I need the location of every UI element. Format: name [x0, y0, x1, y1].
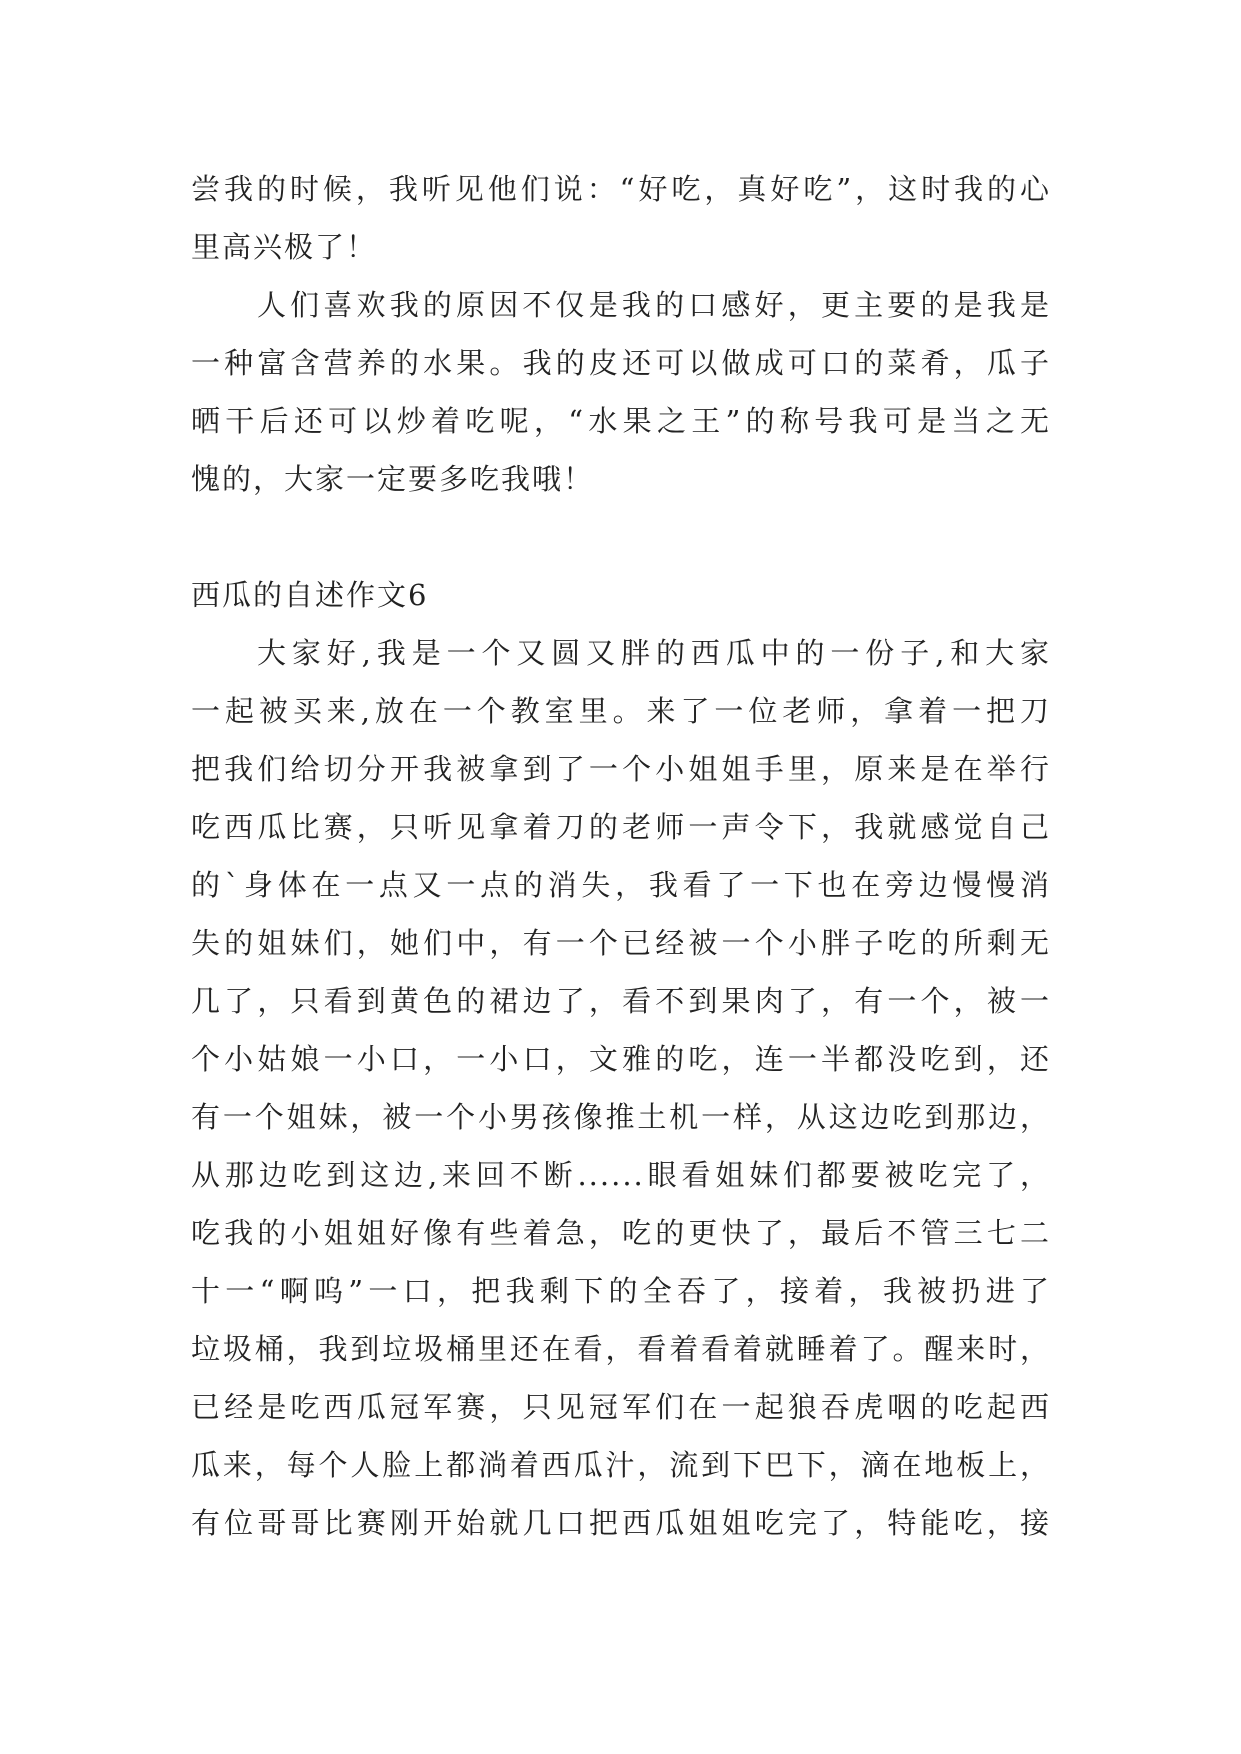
- text-line: 吃我的小姐姐好像有些着急，吃的更快了，最后不管三七二: [191, 1216, 1051, 1250]
- text-line: 大家好,我是一个又圆又胖的西瓜中的一份子,和大家: [257, 636, 1051, 670]
- text-line: 人们喜欢我的原因不仅是我的口感好，更主要的是我是: [257, 288, 1051, 322]
- text-line: 瓜来，每个人脸上都淌着西瓜汁，流到下巴下，滴在地板上，: [191, 1448, 1051, 1482]
- text-line: 十一“啊呜”一口，把我剩下的全吞了，接着，我被扔进了: [191, 1274, 1051, 1308]
- section-title: 西瓜的自述作文6: [191, 578, 429, 612]
- intro-paragraph: [191, 160, 1051, 276]
- text-line: 垃圾桶，我到垃圾桶里还在看，看着看着就睡着了。醒来时，: [191, 1332, 1051, 1366]
- text-line: 几了，只看到黄色的裙边了，看不到果肉了，有一个，被一: [191, 984, 1051, 1018]
- text-line: 尝我的时候，我听见他们说：“好吃，真好吃”，这时我的心: [191, 172, 1051, 206]
- essay-text: [191, 160, 1051, 1552]
- text-line: 愧的，大家一定要多吃我哦！: [191, 462, 595, 496]
- text-line: 吃西瓜比赛，只听见拿着刀的老师一声令下，我就感觉自己: [191, 810, 1051, 844]
- text-line: 个小姑娘一小口，一小口，文雅的吃，连一半都没吃到，还: [191, 1042, 1051, 1076]
- text-line: 晒干后还可以炒着吃呢，“水果之王”的称号我可是当之无: [191, 404, 1051, 438]
- text-line: 从那边吃到这边,来回不断......眼看姐妹们都要被吃完了，: [191, 1158, 1051, 1192]
- text-line: 一起被买来,放在一个教室里。来了一位老师，拿着一把刀: [191, 694, 1051, 728]
- text-line: 把我们给切分开我被拿到了一个小姐姐手里，原来是在举行: [191, 752, 1051, 786]
- paragraph-gap: [191, 508, 1051, 566]
- text-line: 有位哥哥比赛刚开始就几口把西瓜姐姐吃完了，特能吃，接: [191, 1506, 1051, 1540]
- paragraph-nutrition: [191, 276, 1051, 508]
- text-line: 有一个姐妹，被一个小男孩像推土机一样，从这边吃到那边，: [191, 1100, 1051, 1134]
- text-line: 已经是吃西瓜冠军赛，只见冠军们在一起狼吞虎咽的吃起西: [191, 1390, 1051, 1424]
- text-line: 的`身体在一点又一点的消失，我看了一下也在旁边慢慢消: [191, 868, 1051, 902]
- text-line: 一种富含营养的水果。我的皮还可以做成可口的菜肴，瓜子: [191, 346, 1051, 380]
- essay-6-body: [191, 624, 1051, 1552]
- text-line: 里高兴极了！: [191, 230, 378, 264]
- text-line: 失的姐妹们，她们中，有一个已经被一个小胖子吃的所剩无: [191, 926, 1051, 960]
